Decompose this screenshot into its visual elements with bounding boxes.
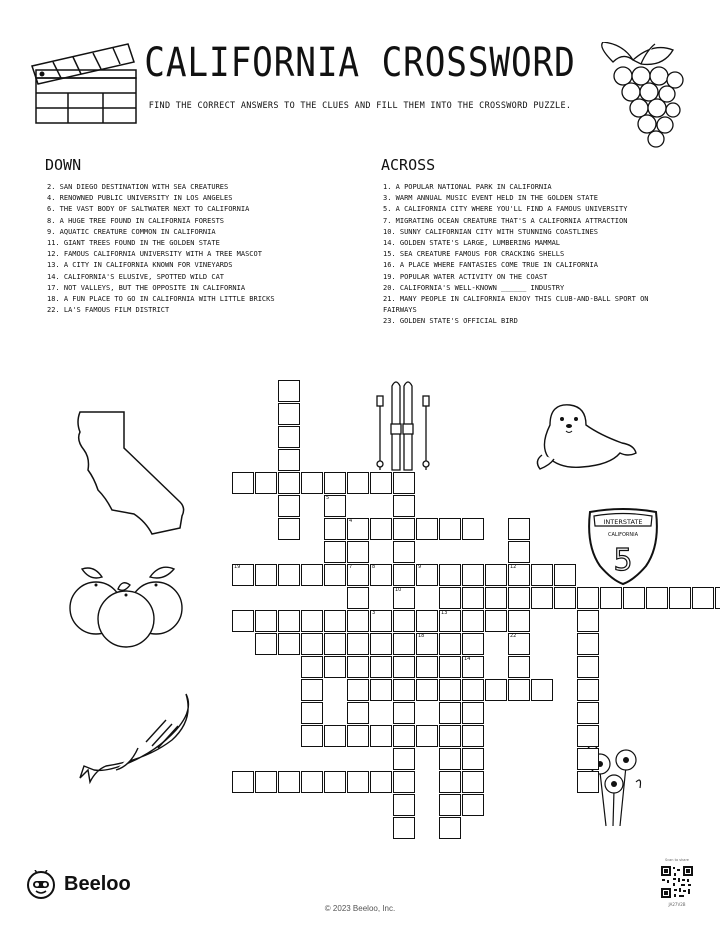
down-clue: 8. A HUGE TREE FOUND IN CALIFORNIA FORESTS bbox=[47, 216, 225, 225]
crossword-cell[interactable] bbox=[347, 610, 369, 632]
crossword-cell[interactable] bbox=[393, 518, 415, 540]
crossword-cell[interactable] bbox=[439, 771, 461, 793]
crossword-cell[interactable] bbox=[462, 518, 484, 540]
crossword-cell[interactable] bbox=[393, 472, 415, 494]
crossword-cell[interactable] bbox=[347, 771, 369, 793]
cell-number: 14 bbox=[464, 656, 471, 662]
down-clue: 9. AQUATIC CREATURE COMMON IN CALIFORNIA bbox=[47, 227, 216, 236]
crossword-cell[interactable] bbox=[393, 725, 415, 747]
crossword-cell[interactable] bbox=[508, 541, 530, 563]
crossword-cell[interactable] bbox=[324, 656, 346, 678]
crossword-cell[interactable] bbox=[301, 771, 323, 793]
crossword-cell[interactable] bbox=[462, 794, 484, 816]
copyright: © 2023 Beeloo, Inc. bbox=[324, 904, 396, 913]
across-clue: 7. MIGRATING OCEAN CREATURE THAT'S A CALIFORNIA ATTRACTION bbox=[383, 216, 628, 225]
crossword-cell[interactable] bbox=[577, 725, 599, 747]
crossword-cell[interactable] bbox=[301, 610, 323, 632]
crossword-cell[interactable] bbox=[278, 610, 300, 632]
crossword-cell[interactable] bbox=[278, 771, 300, 793]
cell-number: 19 bbox=[234, 564, 241, 570]
crossword-cell[interactable] bbox=[577, 679, 599, 701]
crossword-cell[interactable] bbox=[554, 587, 576, 609]
beeloo-logo-icon bbox=[26, 870, 56, 900]
crossword-cell[interactable] bbox=[324, 633, 346, 655]
crossword-cell[interactable] bbox=[301, 633, 323, 655]
crossword-cell[interactable] bbox=[370, 518, 392, 540]
cell-number: 22 bbox=[510, 633, 517, 639]
crossword-cell[interactable] bbox=[439, 725, 461, 747]
oranges-icon bbox=[66, 563, 190, 653]
crossword-cell[interactable] bbox=[462, 656, 484, 678]
crossword-cell[interactable] bbox=[508, 587, 530, 609]
across-clue: 10. SUNNY CALIFORNIAN CITY WITH STUNNING COASTLINES bbox=[383, 227, 598, 236]
crossword-cell[interactable] bbox=[439, 564, 461, 586]
crossword-cell[interactable] bbox=[232, 610, 254, 632]
across-clue: 5. A CALIFORNIA CITY WHERE YOU'LL FIND A FAMOUS UNIVERSITY bbox=[383, 205, 628, 214]
crossword-cell[interactable] bbox=[347, 518, 369, 540]
crossword-cell[interactable] bbox=[278, 564, 300, 586]
cell-number: 10 bbox=[395, 587, 402, 593]
across-clue: 20. CALIFORNIA'S WELL-KNOWN ______ INDUSTRY bbox=[383, 283, 565, 292]
whale-icon bbox=[76, 690, 196, 790]
crossword-cell[interactable] bbox=[370, 771, 392, 793]
crossword-cell[interactable] bbox=[347, 564, 369, 586]
down-heading: DOWN bbox=[45, 156, 82, 174]
crossword-cell[interactable] bbox=[301, 656, 323, 678]
crossword-cell[interactable] bbox=[439, 748, 461, 770]
cell-number: 7 bbox=[349, 564, 353, 570]
crossword-cell[interactable] bbox=[393, 656, 415, 678]
crossword-cell[interactable] bbox=[439, 702, 461, 724]
crossword-cell[interactable] bbox=[255, 472, 277, 494]
cell-number: 4 bbox=[349, 518, 353, 524]
across-clue: 15. SEA CREATURE FAMOUS FOR CRACKING SHELLS bbox=[383, 250, 565, 259]
down-clue: 4. RENOWNED PUBLIC UNIVERSITY IN LOS ANGELES bbox=[47, 194, 233, 203]
crossword-cell[interactable] bbox=[577, 610, 599, 632]
crossword-cell[interactable] bbox=[577, 748, 599, 770]
crossword-cell[interactable] bbox=[347, 725, 369, 747]
crossword-cell[interactable] bbox=[393, 633, 415, 655]
crossword-cell[interactable] bbox=[416, 679, 438, 701]
crossword-cell[interactable] bbox=[715, 587, 720, 609]
crossword-cell[interactable] bbox=[462, 725, 484, 747]
crossword-cell[interactable] bbox=[577, 587, 599, 609]
crossword-cell[interactable] bbox=[508, 564, 530, 586]
crossword-cell[interactable] bbox=[485, 587, 507, 609]
crossword-cell[interactable] bbox=[439, 633, 461, 655]
down-clue: 22. LA'S FAMOUS FILM DISTRICT bbox=[47, 306, 170, 315]
sign-top-text: INTERSTATE bbox=[603, 518, 643, 526]
crossword-cell[interactable] bbox=[301, 725, 323, 747]
crossword-cell[interactable] bbox=[278, 633, 300, 655]
crossword-cell[interactable] bbox=[278, 380, 300, 402]
down-clue: 17. NOT VALLEYS, BUT THE OPPOSITE IN CALIFORNIA bbox=[47, 283, 246, 292]
crossword-cell[interactable] bbox=[577, 656, 599, 678]
crossword-cell[interactable] bbox=[531, 679, 553, 701]
crossword-cell[interactable] bbox=[462, 748, 484, 770]
crossword-cell[interactable] bbox=[439, 656, 461, 678]
crossword-cell[interactable] bbox=[623, 587, 645, 609]
down-clue: 11. GIANT TREES FOUND IN THE GOLDEN STATE bbox=[47, 239, 220, 248]
crossword-cell[interactable] bbox=[370, 633, 392, 655]
cell-number: 5 bbox=[326, 495, 330, 501]
across-heading: ACROSS bbox=[381, 156, 436, 174]
crossword-cell[interactable] bbox=[347, 541, 369, 563]
crossword-cell[interactable] bbox=[347, 633, 369, 655]
skis-icon bbox=[366, 378, 438, 473]
crossword-cell[interactable] bbox=[485, 610, 507, 632]
crossword-cell[interactable] bbox=[370, 679, 392, 701]
crossword-cell[interactable] bbox=[347, 472, 369, 494]
crossword-cell[interactable] bbox=[393, 587, 415, 609]
brand-name: Beeloo bbox=[64, 873, 131, 895]
crossword-cell[interactable] bbox=[508, 518, 530, 540]
instructions: FIND THE CORRECT ANSWERS TO THE CLUES AND FILL THEM INTO THE CROSSWORD PUZZLE. bbox=[148, 101, 572, 111]
sign-middle-text: CALIFORNIA bbox=[607, 532, 639, 538]
crossword-cell[interactable] bbox=[462, 610, 484, 632]
across-clue: 21. MANY PEOPLE IN CALIFORNIA ENJOY THIS CLUB-AND-BALL SPORT ON FAIRWAYS bbox=[383, 295, 649, 315]
crossword-cell[interactable] bbox=[324, 725, 346, 747]
qr-code-icon[interactable] bbox=[660, 865, 694, 899]
crossword-cell[interactable] bbox=[439, 794, 461, 816]
crossword-cell[interactable] bbox=[278, 403, 300, 425]
crossword-cell[interactable] bbox=[232, 564, 254, 586]
crossword-cell[interactable] bbox=[416, 633, 438, 655]
qr-top-text: Scan to share bbox=[665, 858, 689, 862]
crossword-cell[interactable] bbox=[393, 748, 415, 770]
crossword-cell[interactable] bbox=[669, 587, 691, 609]
crossword-cell[interactable] bbox=[324, 564, 346, 586]
interstate-sign-icon bbox=[584, 506, 662, 586]
crossword-cell[interactable] bbox=[393, 610, 415, 632]
down-clue: 12. FAMOUS CALIFORNIA UNIVERSITY WITH A TREE MASCOT bbox=[47, 250, 262, 259]
crossword-cell[interactable] bbox=[531, 564, 553, 586]
crossword-cell[interactable] bbox=[370, 656, 392, 678]
crossword-cell[interactable] bbox=[508, 610, 530, 632]
across-clue: 1. A POPULAR NATIONAL PARK IN CALIFORNIA bbox=[383, 183, 552, 191]
crossword-cell[interactable] bbox=[278, 449, 300, 471]
cell-number: 13 bbox=[441, 610, 448, 616]
crossword-cell[interactable] bbox=[393, 679, 415, 701]
crossword-cell[interactable] bbox=[232, 472, 254, 494]
crossword-cell[interactable] bbox=[278, 518, 300, 540]
crossword-cell[interactable] bbox=[370, 472, 392, 494]
crossword-cell[interactable] bbox=[393, 564, 415, 586]
across-clue: 23. GOLDEN STATE'S OFFICIAL BIRD bbox=[383, 317, 518, 326]
crossword-cell[interactable] bbox=[508, 656, 530, 678]
crossword-cell[interactable] bbox=[554, 564, 576, 586]
crossword-cell[interactable] bbox=[485, 679, 507, 701]
crossword-cell[interactable] bbox=[393, 771, 415, 793]
crossword-cell[interactable] bbox=[508, 679, 530, 701]
crossword-cell[interactable] bbox=[255, 771, 277, 793]
down-clue: 14. CALIFORNIA'S ELUSIVE, SPOTTED WILD CAT bbox=[47, 272, 225, 281]
crossword-cell[interactable] bbox=[324, 495, 346, 517]
cell-number: 3 bbox=[372, 610, 376, 616]
crossword-cell[interactable] bbox=[646, 587, 668, 609]
crossword-cell[interactable] bbox=[324, 541, 346, 563]
crossword-cell[interactable] bbox=[439, 679, 461, 701]
crossword-cell[interactable] bbox=[462, 679, 484, 701]
crossword-cell[interactable] bbox=[255, 610, 277, 632]
clapperboard-icon bbox=[28, 38, 148, 128]
crossword-cell[interactable] bbox=[324, 472, 346, 494]
crossword-cell[interactable] bbox=[324, 771, 346, 793]
crossword-cell[interactable] bbox=[416, 518, 438, 540]
crossword-cell[interactable] bbox=[462, 564, 484, 586]
cell-number: 18 bbox=[418, 633, 425, 639]
crossword-cell[interactable] bbox=[255, 633, 277, 655]
across-clue: 14. GOLDEN STATE'S LARGE, LUMBERING MAMMAL bbox=[383, 239, 561, 248]
crossword-cell[interactable] bbox=[416, 656, 438, 678]
crossword-cell[interactable] bbox=[485, 564, 507, 586]
grapes-icon bbox=[593, 42, 693, 157]
crossword-cell[interactable] bbox=[347, 656, 369, 678]
crossword-cell[interactable] bbox=[416, 564, 438, 586]
crossword-cell[interactable] bbox=[416, 725, 438, 747]
crossword-cell[interactable] bbox=[278, 495, 300, 517]
crossword-cell[interactable] bbox=[508, 633, 530, 655]
crossword-cell[interactable] bbox=[393, 794, 415, 816]
crossword-cell[interactable] bbox=[370, 564, 392, 586]
crossword-cell[interactable] bbox=[462, 771, 484, 793]
crossword-cell[interactable] bbox=[324, 518, 346, 540]
crossword-cell[interactable] bbox=[301, 472, 323, 494]
crossword-cell[interactable] bbox=[439, 587, 461, 609]
crossword-cell[interactable] bbox=[439, 817, 461, 839]
crossword-cell[interactable] bbox=[301, 564, 323, 586]
across-clue: 3. WARM ANNUAL MUSIC EVENT HELD IN THE GOLDEN STATE bbox=[383, 194, 598, 203]
across-clue: 19. POPULAR WATER ACTIVITY ON THE COAST bbox=[383, 272, 548, 281]
cell-number: 8 bbox=[372, 564, 376, 570]
crossword-cell[interactable] bbox=[278, 426, 300, 448]
page-title: CALIFORNIA CROSSWORD bbox=[144, 40, 576, 86]
seal-icon bbox=[530, 395, 640, 475]
crossword-cell[interactable] bbox=[577, 771, 599, 793]
crossword-cell[interactable] bbox=[439, 610, 461, 632]
crossword-cell[interactable] bbox=[370, 610, 392, 632]
qr-caption: JA27V2B bbox=[668, 902, 686, 907]
crossword-cell[interactable] bbox=[255, 564, 277, 586]
crossword-cell[interactable] bbox=[462, 633, 484, 655]
across-clue: 16. A PLACE WHERE FANTASIES COME TRUE IN CALIFORNIA bbox=[383, 261, 598, 270]
crossword-cell[interactable] bbox=[531, 587, 553, 609]
crossword-cell[interactable] bbox=[347, 679, 369, 701]
cell-number: 12 bbox=[510, 564, 517, 570]
crossword-cell[interactable] bbox=[462, 702, 484, 724]
down-clue: 2. SAN DIEGO DESTINATION WITH SEA CREATURES bbox=[47, 183, 229, 191]
crossword-cell[interactable] bbox=[692, 587, 714, 609]
down-clue: 6. THE VAST BODY OF SALTWATER NEXT TO CALIFORNIA bbox=[47, 205, 250, 214]
crossword-cell[interactable] bbox=[393, 702, 415, 724]
crossword-cell[interactable] bbox=[324, 610, 346, 632]
crossword-cell[interactable] bbox=[600, 587, 622, 609]
crossword-cell[interactable] bbox=[232, 771, 254, 793]
sign-number-text: 5 bbox=[613, 543, 633, 578]
crossword-cell[interactable] bbox=[439, 518, 461, 540]
crossword-cell[interactable] bbox=[301, 679, 323, 701]
across-clue-list bbox=[383, 182, 658, 328]
cell-number: 9 bbox=[418, 564, 422, 570]
crossword-cell[interactable] bbox=[393, 541, 415, 563]
crossword-cell[interactable] bbox=[416, 610, 438, 632]
crossword-cell[interactable] bbox=[301, 702, 323, 724]
crossword-cell[interactable] bbox=[393, 495, 415, 517]
crossword-cell[interactable] bbox=[347, 702, 369, 724]
crossword-cell[interactable] bbox=[370, 725, 392, 747]
crossword-cell[interactable] bbox=[577, 633, 599, 655]
down-clue: 18. A FUN PLACE TO GO IN CALIFORNIA WITH LITTLE BRICKS bbox=[47, 295, 275, 304]
crossword-cell[interactable] bbox=[347, 587, 369, 609]
california-map-icon bbox=[72, 410, 197, 545]
crossword-cell[interactable] bbox=[577, 702, 599, 724]
down-clue-list bbox=[47, 182, 347, 316]
crossword-cell[interactable] bbox=[393, 817, 415, 839]
down-clue: 13. A CITY IN CALIFORNIA KNOWN FOR VINEYARDS bbox=[47, 261, 233, 270]
crossword-cell[interactable] bbox=[278, 472, 300, 494]
crossword-cell[interactable] bbox=[462, 587, 484, 609]
